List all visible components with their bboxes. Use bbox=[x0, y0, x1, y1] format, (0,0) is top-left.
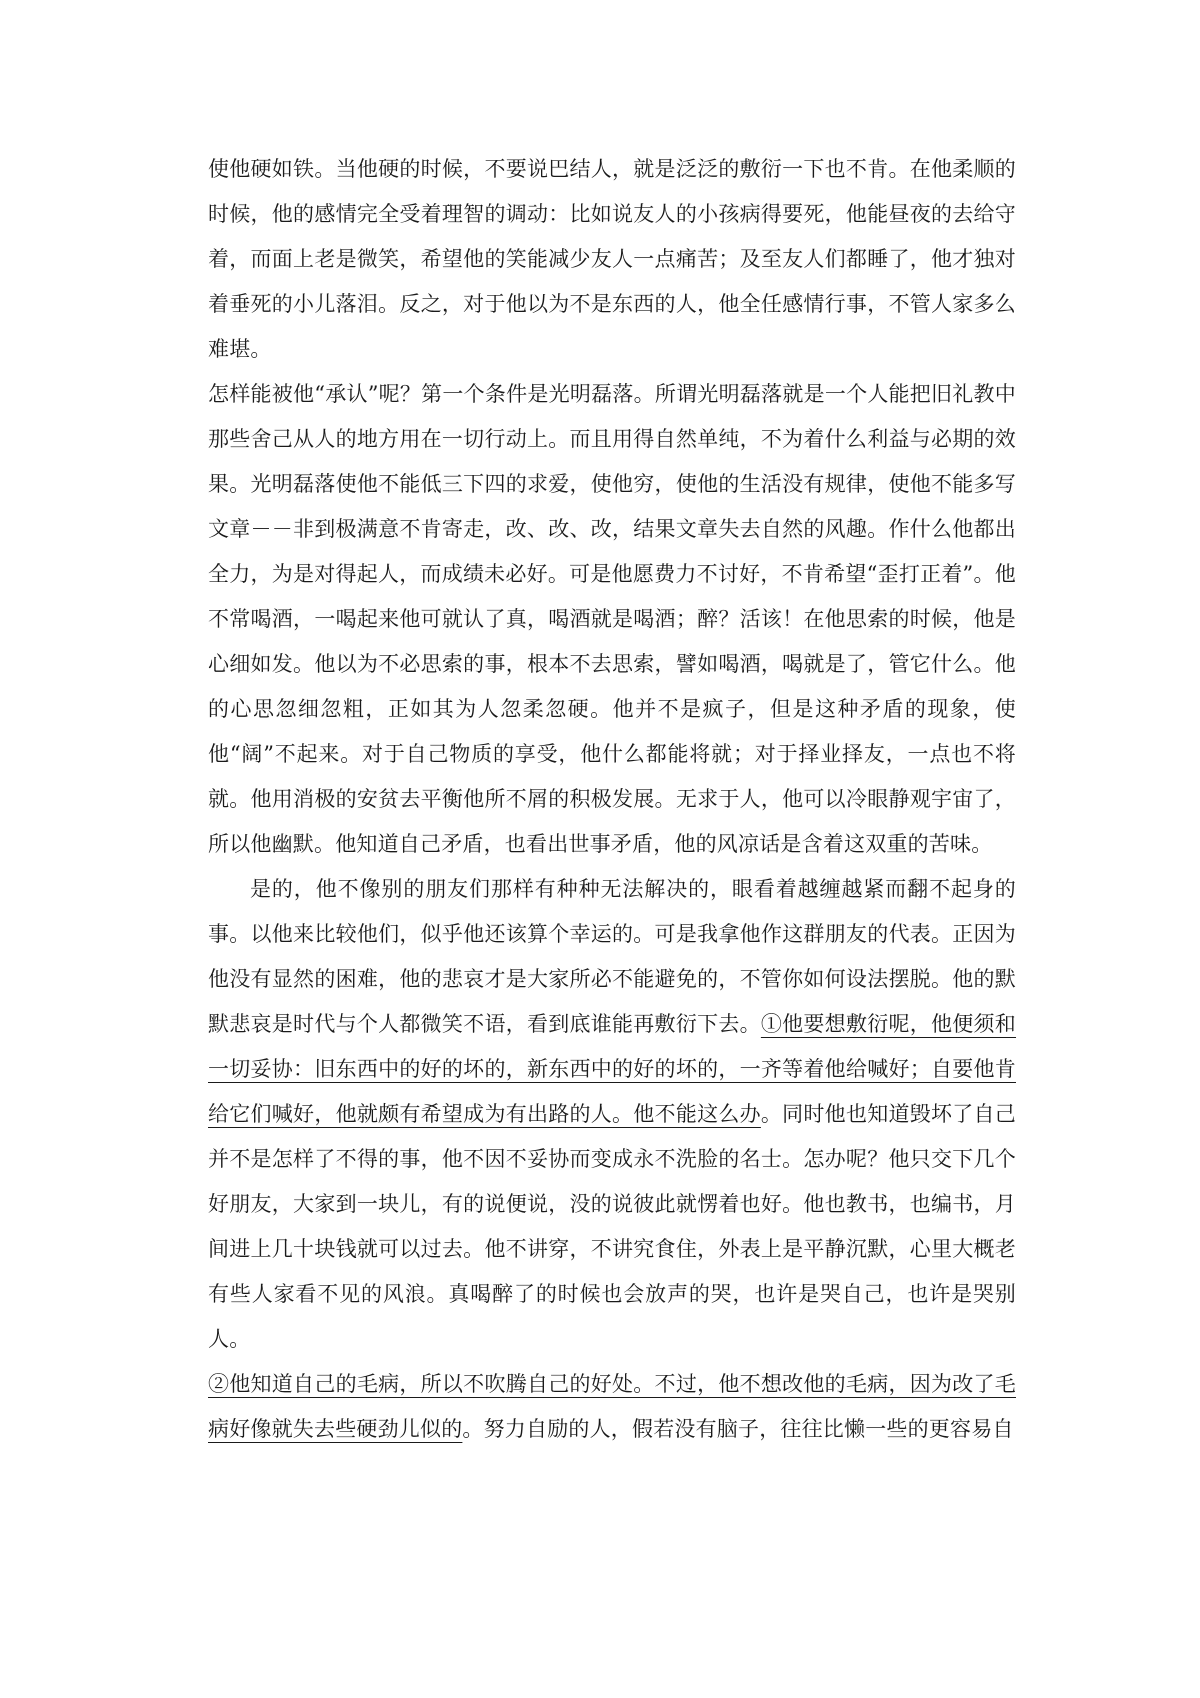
paragraph-4 bbox=[208, 1362, 1016, 1452]
paragraph-1 bbox=[208, 147, 1016, 372]
paragraph-3 bbox=[208, 867, 1016, 1362]
paragraph-2-text: 怎样能被他“承认”呢？第一个条件是光明磊落。所谓光明磊落就是一个人能把旧礼教中那些舍己从人的地方用在一切行动上。而且用得自然单纯，不为着什么利益与必期的效果。光明磊落使他不能低三下四的求爱，使他穷，使他的生活没有规律，使他不能多写文章－－非到极满意不肯寄走，改、改、改，结果文章失去自然的风趣。作什么他都出全力，为是对得起人，而成绩未必好。可是他愿费力不讨好，不肯希望“歪打正着”。他不常喝酒，一喝起来他可就认了真，喝酒就是喝酒；醉？活该！在他思索的时候，他是心细如发。他以为不必思索的事，根本不去思索，譬如喝酒，喝就是了，管它什么。他的心思忽细忽粗，正如其为人忽柔忽硬。他并不是疯子，但是这种矛盾的现象，使他“阔”不起来。对于自己物质的享受，他什么都能将就；对于择业择友，一点也不将就。他用消极的安贫去平衡他所不屑的积极发展。无求于人，他可以冷眼静观宇宙了，所以他幽默。他知道自己矛盾，也看出世事矛盾，他的风凉话是含着这双重的苦味。 bbox=[208, 382, 1016, 856]
paragraph-3-text-b: 。同时他也知道毁坏了自己并不是怎样了不得的事，他不因不妥协而变成永不洗脸的名士。怎办呢？他只交下几个好朋友，大家到一块儿，有的说便说，没的说彼此就愣着也好。他也教书，也编书，月间进上几十块钱就可以过去。他不讲穿，不讲究食住，外表上是平静沉默，心里大概老有些人家看不见的风浪。真喝醉了的时候也会放声的哭，也许是哭自己，也许是哭别人。 bbox=[208, 1102, 1017, 1351]
paragraph-3-text-a: 是的，他不像别的朋友们那样有种种无法解决的，眼看着越缠越紧而翻不起身的事。以他来比较他们，似乎他还该算个幸运的。可是我拿他作这群朋友的代表。正因为他没有显然的困难，他的悲哀才是大家所必不能避免的，不管你如何设法摆脱。他的默默悲哀是时代与个人都微笑不语，看到底谁能再敷衍下去。 bbox=[208, 877, 1016, 1036]
underlined-sentence-2: ②他知道自己的毛病，所以不吹腾自己的好处。不过，他不想改他的毛病，因为改了毛病好像就失去些硬劲儿似的 bbox=[208, 1372, 1016, 1441]
article-body bbox=[208, 147, 1016, 1452]
paragraph-1-text: 使他硬如铁。当他硬的时候，不要说巴结人，就是泛泛的敷衍一下也不肯。在他柔顺的时候，他的感情完全受着理智的调动：比如说友人的小孩病得要死，他能昼夜的去给守着，而面上老是微笑，希望他的笑能减少友人一点痛苦；及至友人们都睡了，他才独对着垂死的小儿落泪。反之，对于他以为不是东西的人，他全任感情行事，不管人家多么难堪。 bbox=[208, 157, 1016, 361]
paragraph-4-text: 。努力自励的人，假若没有脑子，往往比懒一些的更容易自 bbox=[462, 1417, 1014, 1441]
underlined-sentence-1: ①他要想敷衍呢，他便须和一切妥协：旧东西中的好的坏的，新东西中的好的坏的，一齐等着他给喊好；自要他肯给它们喊好，他就颇有希望成为有出路的人。他不能这么办 bbox=[208, 1012, 1017, 1126]
paragraph-2 bbox=[208, 372, 1016, 867]
